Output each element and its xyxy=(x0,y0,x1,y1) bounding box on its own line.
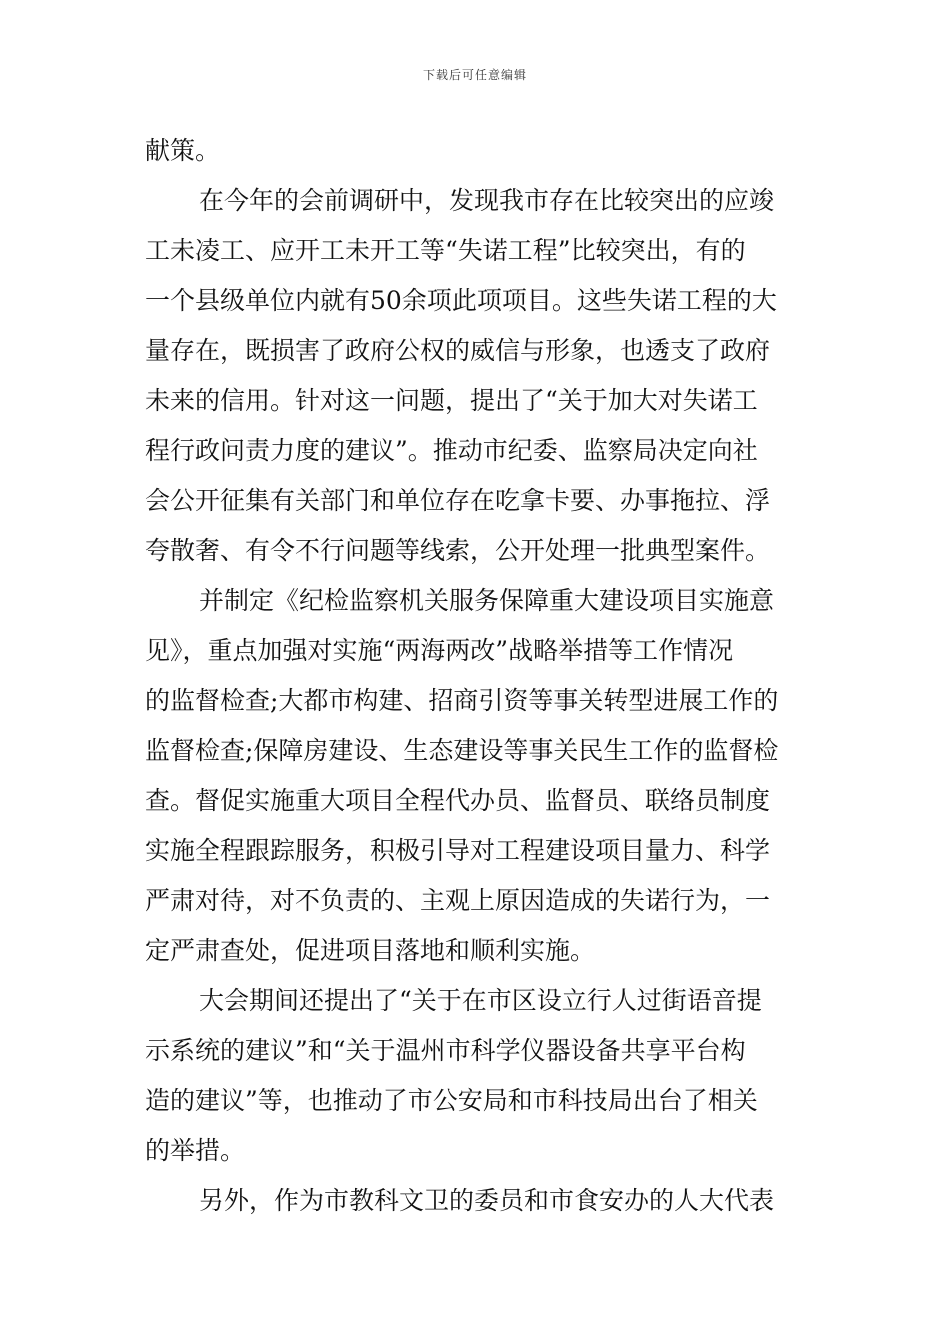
text-line: 的举措。 xyxy=(145,1136,246,1165)
text-line: 献策。 xyxy=(145,136,221,165)
text-line: 在今年的会前调研中，发现我市存在比较突出的应竣 xyxy=(199,186,775,215)
text-line: 夸散奢、有令不行问题等线索，公开处理一批典型案件。 xyxy=(145,536,771,565)
text-line: 一个县级单位内就有50余项此项项目。这些失诺工程的大 xyxy=(145,286,777,315)
text-line: 量存在，既损害了政府公权的威信与形象，也透支了政府 xyxy=(145,336,771,365)
page-header: 下载后可任意编辑 xyxy=(422,68,527,82)
text-line: 并制定《纪检监察机关服务保障重大建设项目实施意 xyxy=(199,586,775,615)
text-line: 未来的信用。针对这一问题，提出了“关于加大对失诺工 xyxy=(145,386,758,415)
text-line: 查。督促实施重大项目全程代办员、监督员、联络员制度 xyxy=(145,786,771,815)
text-line: 另外，作为市教科文卫的委员和市食安办的人大代表 xyxy=(199,1186,775,1215)
text-line: 程行政问责力度的建议”。推动市纪委、监察局决定向社 xyxy=(145,436,758,465)
text-line: 工未凌工、应开工未开工等“失诺工程”比较突出，有的 xyxy=(145,236,746,265)
text-line: 会公开征集有关部门和单位存在吃拿卡要、办事拖拉、浮 xyxy=(145,486,771,515)
document-body xyxy=(145,126,810,1226)
text-line: 造的建议”等，也推动了市公安局和市科技局出台了相关 xyxy=(145,1086,758,1115)
text-line: 见》，重点加强对实施“两海两改”战略举措等工作情况 xyxy=(145,636,734,665)
text-line: 的监督检查;大都市构建、招商引资等事关转型进展工作的 xyxy=(145,686,779,715)
text-line: 监督检查;保障房建设、生态建设等事关民生工作的监督检 xyxy=(145,736,779,765)
text-line: 严肃对待，对不负责的、主观上原因造成的失诺行为，一 xyxy=(145,886,771,915)
text-line: 示系统的建议”和“关于温州市科学仪器设备共享平台构 xyxy=(145,1036,746,1065)
text-line: 定严肃查处，促进项目落地和顺利实施。 xyxy=(145,936,596,965)
text-line: 大会期间还提出了“关于在市区设立行人过街语音提 xyxy=(199,986,762,1015)
text-line: 实施全程跟踪服务，积极引导对工程建设项目量力、科学 xyxy=(145,836,771,865)
